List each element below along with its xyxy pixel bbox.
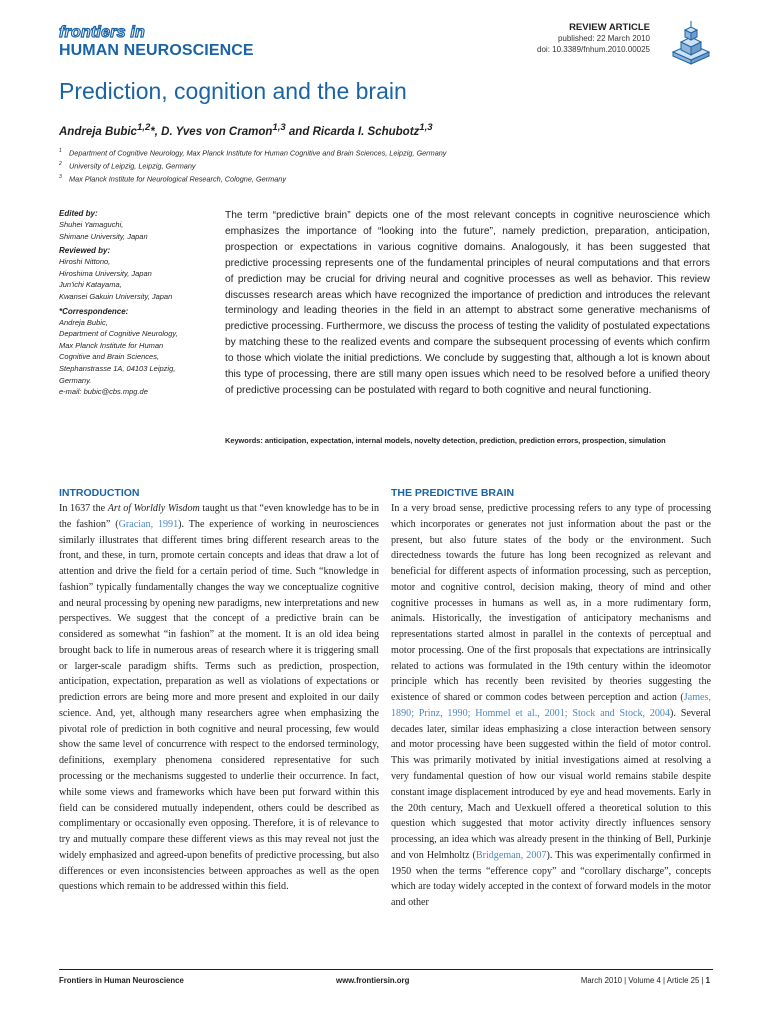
footer-issue-text: March 2010 | Volume 4 | Article 25 | [580, 976, 706, 985]
corresponding-mark: * [150, 125, 155, 138]
reviewer-line: Hiroshima University, Japan [59, 268, 152, 278]
correspondence-line: Andreja Bubic, [59, 317, 108, 327]
author-name: Ricarda I. Schubotz [312, 125, 420, 138]
correspondence-line: Max Planck Institute for Human [59, 340, 164, 350]
intro-paragraph: In 1637 the Art of Worldly Wisdom taught us that “even knowledge has to be in the fashion” (Gracian, 1991). The experience of working in neurosciences similarly illustrates that different times bring different research areas to the front, and these, in turn, promote certain concepts and ideas that draw a lot of attention and drive the field for a certain period of time. Such “knowledge in fashion” typically fundamentally changes the way we conceptualize cognitive and neural processing by opening new paradigms, new interpretations and new perspectives. We suggest that the concept of a predictive brain can be considered as somewhat “in fashion” at the moment. It is an old idea being brought back to life in numerous areas of research where it is triggering small or larger-scale paradigm shifts. Terms such as prediction, prospection, anticipation, expectation, preparation as well as violations of expectations or prediction errors are being more and more present and exploited in our daily science. And, yet, although many researchers agree when emphasizing the pivotal role of prediction in both cognitive and neural processing, few would show the same level of concurrence with respect to the endorsed terminology, definitions, exemplary phenomena considered representative for such processing or the mechanisms suggested to underlie their occurrence. In fact, while some views and frameworks which have been put forward within this field can be considered mutually independent, others could be described as complimentary or occasionally even opposing. Therefore, it is of relevance to try and mutually compare these different views as this may reveal not just the widely emphasized and agreed-upon benefits of predictive processing, but also differences or even inconsistencies between approaches as well as the open questions which remain to be addressed within this field. [59, 503, 379, 893]
predictive-brain-section [391, 485, 711, 911]
citation-link[interactable]: Gracian, 1991 [118, 518, 179, 530]
affiliation [59, 159, 619, 172]
affiliation [59, 146, 619, 159]
author-list [59, 120, 433, 140]
section-heading: THE PREDICTIVE BRAIN [391, 487, 515, 499]
abstract [225, 208, 710, 399]
author-affil: 1,2 [136, 122, 151, 133]
author-sep: and [285, 125, 313, 138]
article-title: Prediction, cognition and the brain [59, 78, 407, 104]
affiliation-text: University of Leipzig, Leipzig, Germany [69, 161, 196, 171]
edited-by-label: Edited by: [59, 209, 98, 218]
doi: doi: 10.3389/fnhum.2010.00025 [537, 44, 650, 54]
author-affil: 1,3 [419, 122, 433, 133]
affiliation-number: 2 [59, 160, 62, 167]
published-date: published: 22 March 2010 [557, 34, 650, 43]
page-number: 1 [705, 976, 710, 985]
abstract-text: The term “predictive brain” depicts one of the most relevant concepts in cognitive neuroscience which emphasizes the importance of “looking into the future”, namely prediction, preparation, anticipation, prospection or expectations in various cognitive domains. Analogously, it has been suggested that predictive processing represents one of the fundamental principles of neural computations and that errors of prediction may be crucial for driving neural and cognitive processes as well as behavior. This review discusses research areas which have recognized the importance of prediction and introduces the relevant terminology and leading theories in the field in an attempt to abstract some generative mechanisms of predictive processing. Furthermore, we discuss the process of testing the validity of postulated expectations by matching these to the realized events and compare the subsequent processing of events which confirm to those which violate the initial predictions. We conclude by suggesting that, although a lot is known about this type of processing, there are still many open issues which need to be resolved before a unified theory of predictive processing can be postulated with regard to both cognitive and neural functioning. [225, 210, 710, 396]
affiliation-text: Department of Cognitive Neurology, Max Planck Institute for Human Cognitive and Brain Sciences, Leipzig, Germany [69, 148, 447, 158]
article-type: REVIEW ARTICLE [569, 22, 650, 33]
footer-divider [59, 969, 713, 970]
affiliation-text: Max Planck Institute for Neurological Research, Cologne, Germany [69, 174, 286, 184]
journal-field: HUMAN NEUROSCIENCE [59, 42, 254, 59]
editor-line: Shimane University, Japan [59, 231, 148, 241]
editorial-sidebar [59, 209, 209, 398]
affiliation [59, 172, 619, 185]
author-name: D. Yves von Cramon [161, 125, 273, 138]
footer-journal: Frontiers in Human Neuroscience [59, 976, 184, 985]
predictive-paragraph: In a very broad sense, predictive processing refers to any type of processing which incorporates or generates not just information about the past or the present, but also future states of the body or the environment. Such directedness towards the future has long been recognized as relevant and beneficial for different aspects of information processing, such as perception, motor and cognitive control, decision making, theory of mind and other cognitive processes in humans as well as, in a more rudimentary form, animals. Historically, the investigation of anticipatory mechanisms and representations started almost in parallel in the contexts of perceptual and motor processing. One of the first proposals that expectations are intrinsically related to actions was formulated in the 19th century within the ideomotor principle which has recently been revisited by theories suggesting the existence of shared or common codes between perception and action (James, 1890; Prinz, 1990; Hommel et al., 2001; Stock and Stock, 2004). Several decades later, similar ideas emphasizing a close interaction between sensory and motor processing have been suggested within the field of motor control. This was primarily motivated by initial investigations aimed at resolving a very fundamental question of how our visual world remains stabile despite constant image displacement introduced by eye and head movements. Early in the 20th century, Mach and Uexkuell offered a theoretical solution to this question which suggested that motor activity directly influences sensory processing, an idea which was already present in the thinking of Bell, Purkinje and von Helmholtz (Bridgeman, 2007). This was experimentally confirmed in 1950 when the terms “efference copy” and “corollary discharge”, concepts which are today widely accepted in the context of forward models in the motor and other [391, 503, 711, 909]
correspondence-line: Cognitive and Brain Sciences, [59, 352, 160, 362]
introduction-section [59, 485, 379, 895]
footer-url[interactable]: www.frontiersin.org [336, 976, 410, 985]
correspondence-line: Department of Cognitive Neurology, [59, 329, 178, 339]
article-meta [430, 22, 650, 55]
reviewer-line: Hiroshi Nittono, [59, 257, 111, 267]
correspondence-line: Stephanstrasse 1A, 04103 Leipzig, [59, 363, 176, 373]
author-affil: 1,3 [272, 122, 286, 133]
correspondence-email[interactable]: e-mail: bubic@cbs.mpg.de [59, 387, 148, 397]
keywords: Keywords: anticipation, expectation, internal models, novelty detection, prediction, prediction errors, prospection, simulation [225, 436, 666, 445]
author-name: Andreja Bubic [59, 125, 137, 138]
section-heading: INTRODUCTION [59, 487, 140, 499]
affiliations [59, 146, 619, 185]
correspondence-label: *Correspondence: [59, 306, 129, 316]
journal-logo-icon [667, 18, 715, 66]
book-title: Art of Worldly Wisdom [107, 503, 200, 514]
citation-link[interactable]: James, 1890; Prinz, 1990; Hommel et al., 2001; Stock and Stock, 2004 [391, 692, 711, 719]
affiliation-number: 1 [59, 148, 62, 154]
author-sep: , [154, 125, 162, 138]
affiliation-number: 3 [59, 173, 62, 180]
reviewer-line: Jun'ichi Katayama, [59, 280, 122, 290]
reviewed-by-label: Reviewed by: [59, 246, 111, 256]
editor-line: Shuhei Yamaguchi, [59, 220, 124, 229]
journal-frontiers-in: frontiers in [59, 24, 145, 41]
reviewer-line: Kwansei Gakuin University, Japan [59, 291, 173, 301]
footer-issue [581, 976, 710, 986]
correspondence-line: Germany. [59, 375, 92, 385]
citation-link[interactable]: Bridgeman, 2007 [475, 849, 547, 861]
journal-masthead [59, 25, 359, 61]
